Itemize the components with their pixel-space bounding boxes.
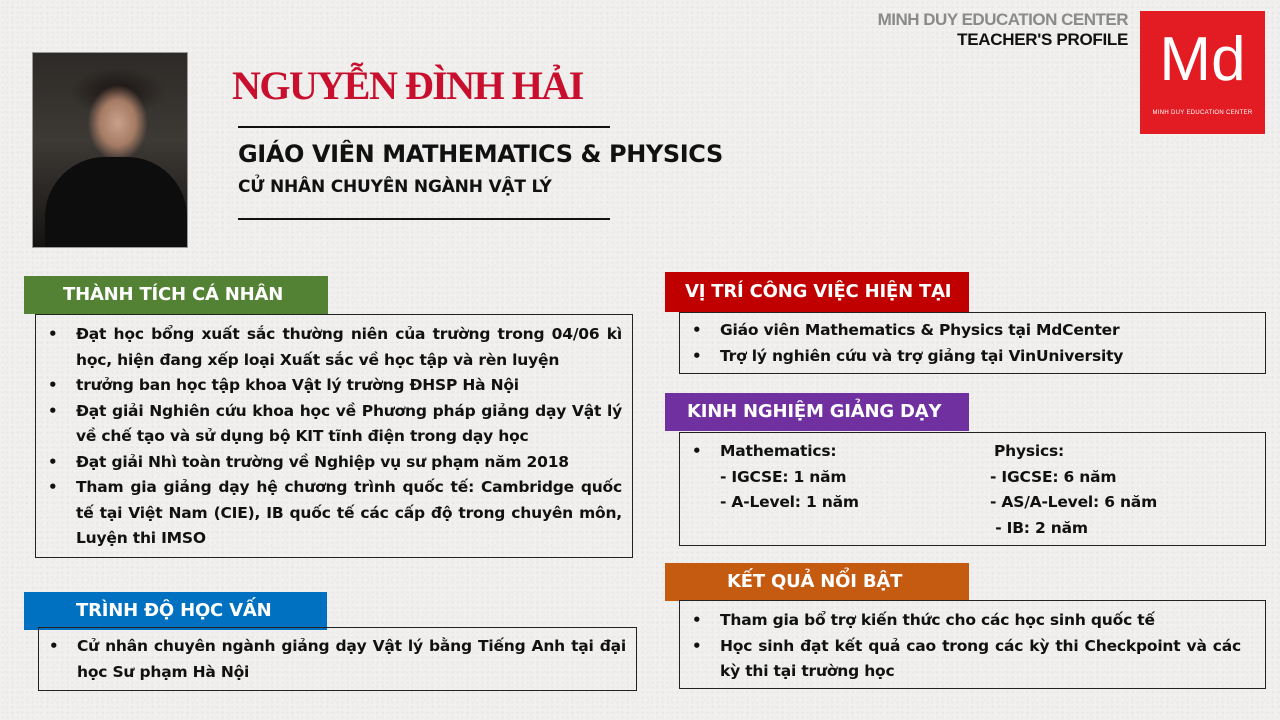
physics-ib: - IB: 2 năm [990,518,1088,537]
achievements-header: THÀNH TÍCH CÁ NHÂN [24,276,328,314]
teaching-experience-box [679,432,1266,546]
education-list [39,634,626,685]
current-position-box [679,312,1266,374]
achievements-box [35,314,633,558]
mathematics-label: Mathematics: [720,442,837,460]
teacher-name: NGUYỄN ĐÌNH HẢI [232,63,583,108]
list-item: • trưởng ban học tập khoa Vật lý trường ĐHSP Hà Nội [38,373,622,399]
logo-mark: Md [1159,25,1246,94]
teacher-title: GIÁO VIÊN MATHEMATICS & PHYSICS [238,140,723,168]
highlights-list [682,608,1241,685]
physics-igcse: - IGCSE: 6 năm [990,467,1117,486]
achievements-list [38,322,622,552]
brand-header [878,10,1128,50]
education-box [38,627,637,691]
bottom-divider [238,218,610,220]
education-header: TRÌNH ĐỘ HỌC VẤN [24,592,327,630]
center-name: MINH DUY EDUCATION CENTER [877,10,1128,29]
list-item: • Học sinh đạt kết quả cao trong các kỳ thi Checkpoint và các kỳ thi tại trường học [682,634,1241,685]
mathematics-alevel: - A-Level: 1 năm [720,493,859,511]
teacher-degree: CỬ NHÂN CHUYÊN NGÀNH VẬT LÝ [238,177,552,197]
logo-text: MINH DUY EDUCATION CENTER [1152,110,1253,116]
highlights-box [679,600,1266,689]
physics-alevel: - AS/A-Level: 6 năm [990,493,1158,511]
list-item: • Tham gia bổ trợ kiến thức cho các học sinh quốc tế [682,608,1241,634]
photo-torso [45,157,187,247]
list-item: • Đạt giải Nghiên cứu khoa học về Phương pháp giảng dạy Vật lý về chế tạo và sử dụng bộ KIT tĩnh điện trong dạy học [38,399,622,450]
list-item: • Đạt giải Nhì toàn trường về Nghiệp vụ sư phạm năm 2018 [38,450,622,476]
highlights-header: KẾT QUẢ NỔI BẬT [665,563,969,601]
list-item: • Giáo viên Mathematics & Physics tại MdCenter [682,318,1255,344]
mathematics-igcse: - IGCSE: 1 năm [720,467,847,486]
current-position-list [682,318,1255,369]
mathematics-column [720,439,859,516]
list-item: • Cử nhân chuyên ngành giảng dạy Vật lý bằng Tiếng Anh tại đại học Sư phạm Hà Nội [39,634,626,685]
physics-column [990,439,1157,541]
physics-label: Physics: [994,442,1065,460]
teacher-photo [32,52,188,248]
top-divider [238,126,610,128]
profile-label: TEACHER'S PROFILE [957,30,1128,49]
list-item: • Trợ lý nghiên cứu và trợ giảng tại VinUniversity [682,344,1255,370]
list-item: • Tham gia giảng dạy hệ chương trình quốc tế: Cambridge quốc tế tại Việt Nam (CIE), IB quốc tế các cấp độ trong chuyên môn, Luyện thi IMSO [38,475,622,552]
brand-logo [1140,11,1265,134]
list-item: • Đạt học bổng xuất sắc thường niên của trường trong 04/06 kì học, hiện đang xếp loại Xuất sắc về học tập và rèn luyện [38,322,622,373]
current-position-header: VỊ TRÍ CÔNG VIỆC HIỆN TẠI [665,272,969,312]
teaching-experience-header: KINH NGHIỆM GIẢNG DẠY [665,393,969,431]
